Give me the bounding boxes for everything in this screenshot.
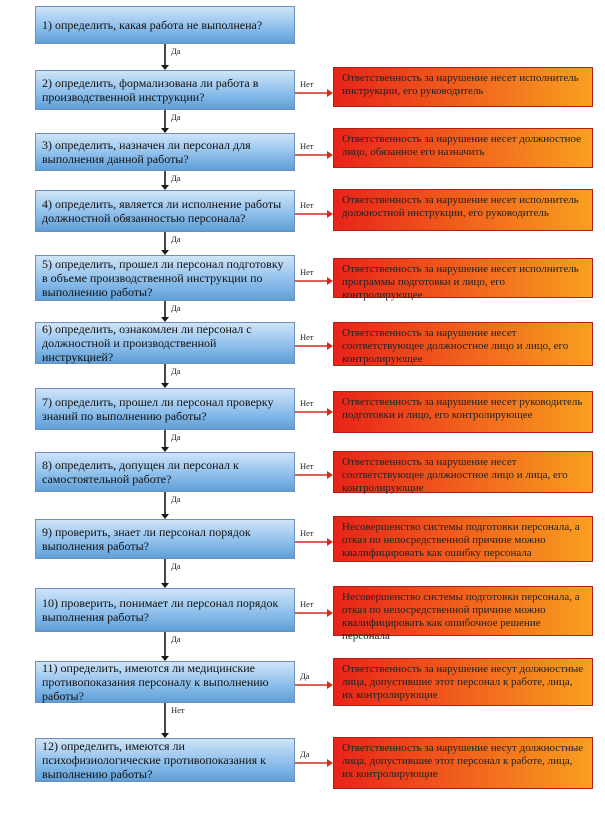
- question-box-7: [35, 388, 295, 430]
- outcome-text-6: Ответственность за нарушение несет соответствующее должностное лицо и лицо, его контролирующее: [342, 327, 569, 365]
- question-box-9: [35, 519, 295, 559]
- outcome-text-4: Ответственность за нарушение несет исполнитель должностной инструкции, его руководитель: [342, 194, 579, 219]
- question-text-4: 4) определить, является ли исполнение работы должностной обязанностью персонала?: [42, 197, 282, 225]
- down-label-10: Да: [171, 634, 181, 644]
- question-text-9: 9) проверить, знает ли персонал порядок выполнения работы?: [42, 525, 251, 553]
- question-text-12: 12) определить, имеются ли психофизиологические противопоказания к выполнению работы?: [42, 739, 266, 781]
- question-box-8: [35, 452, 295, 492]
- down-label-11: Нет: [171, 705, 185, 715]
- question-box-1: [35, 6, 295, 44]
- down-label-9: Да: [171, 561, 181, 571]
- down-label-5: Да: [171, 303, 181, 313]
- side-label-5: Нет: [300, 267, 314, 277]
- outcome-box-9: [333, 516, 593, 562]
- outcome-box-3: [333, 128, 593, 168]
- side-label-10: Нет: [300, 599, 314, 609]
- outcome-box-11: [333, 658, 593, 706]
- question-box-11: [35, 661, 295, 703]
- question-box-2: [35, 70, 295, 110]
- outcome-text-3: Ответственность за нарушение несет должностное лицо, обязанное его назначить: [342, 133, 582, 158]
- outcome-box-8: [333, 451, 593, 493]
- down-label-6: Да: [171, 366, 181, 376]
- down-label-2: Да: [171, 112, 181, 122]
- down-label-8: Да: [171, 494, 181, 504]
- side-label-2: Нет: [300, 79, 314, 89]
- side-label-7: Нет: [300, 398, 314, 408]
- down-label-3: Да: [171, 173, 181, 183]
- side-label-9: Нет: [300, 528, 314, 538]
- outcome-text-11: Ответственность за нарушение несут должностные лица, допустившие этот персонал к работе, лица, их контролирующие: [342, 663, 584, 701]
- outcome-text-8: Ответственность за нарушение несет соответствующее должностное лицо и лица, его контролирующие: [342, 456, 568, 494]
- question-text-5: 5) определить, прошел ли персонал подготовку в объеме производственной инструкции по выполнению работы?: [42, 257, 284, 299]
- outcome-box-10: [333, 586, 593, 642]
- outcome-text-7: Ответственность за нарушение несет руководитель подготовки и лицо, его контролирующее: [342, 396, 583, 421]
- question-box-4: [35, 190, 295, 232]
- question-text-11: 11) определить, имеются ли медицинские противопоказания персоналу к выполнению работы?: [42, 661, 269, 703]
- outcome-text-12: Ответственность за нарушение несут должностные лица, допустившие этот персонал к работе, лица, их контролирующие: [342, 742, 584, 780]
- question-text-10: 10) проверить, понимает ли персонал порядок выполнения работы?: [42, 596, 279, 624]
- question-text-3: 3) определить, назначен ли персонал для выполнения данной работы?: [42, 138, 251, 166]
- question-text-1: 1) определить, какая работа не выполнена?: [42, 18, 263, 32]
- outcome-text-2: Ответственность за нарушение несет исполнитель инструкции, его руководитель: [342, 72, 579, 97]
- outcome-text-5: Ответственность за нарушение несет исполнитель программы подготовки и лицо, его контролирующее: [342, 263, 579, 301]
- outcome-box-4: [333, 189, 593, 231]
- down-label-7: Да: [171, 432, 181, 442]
- question-box-12: [35, 738, 295, 782]
- side-label-6: Нет: [300, 332, 314, 342]
- outcome-box-12: [333, 737, 593, 789]
- outcome-text-9: Несовершенство системы подготовки персонала, а отказ по непосредственной причине можно квалифицировать как ошибку персонала: [342, 521, 580, 559]
- question-text-2: 2) определить, формализована ли работа в производственной инструкции?: [42, 76, 259, 104]
- question-box-5: [35, 255, 295, 301]
- outcome-box-2: [333, 67, 593, 107]
- question-box-3: [35, 133, 295, 171]
- outcome-box-6: [333, 322, 593, 366]
- outcome-box-5: [333, 258, 593, 301]
- side-label-3: Нет: [300, 141, 314, 151]
- question-text-8: 8) определить, допущен ли персонал к самостоятельной работе?: [42, 458, 239, 486]
- side-label-11: Да: [300, 671, 310, 681]
- question-text-7: 7) определить, прошел ли персонал проверку знаний по выполнению работы?: [42, 395, 274, 423]
- question-text-6: 6) определить, ознакомлен ли персонал с должностной и производственной инструкцией?: [42, 322, 252, 364]
- outcome-text-10: Несовершенство системы подготовки персонала, а отказ по непосредственной причине можно квалифицировать как ошибочное решение персонала: [342, 591, 580, 642]
- question-box-10: [35, 588, 295, 632]
- down-label-4: Да: [171, 234, 181, 244]
- side-label-8: Нет: [300, 461, 314, 471]
- question-box-6: [35, 322, 295, 364]
- side-label-4: Нет: [300, 200, 314, 210]
- outcome-box-7: [333, 391, 593, 433]
- side-label-12: Да: [300, 749, 310, 759]
- down-label-1: Да: [171, 46, 181, 56]
